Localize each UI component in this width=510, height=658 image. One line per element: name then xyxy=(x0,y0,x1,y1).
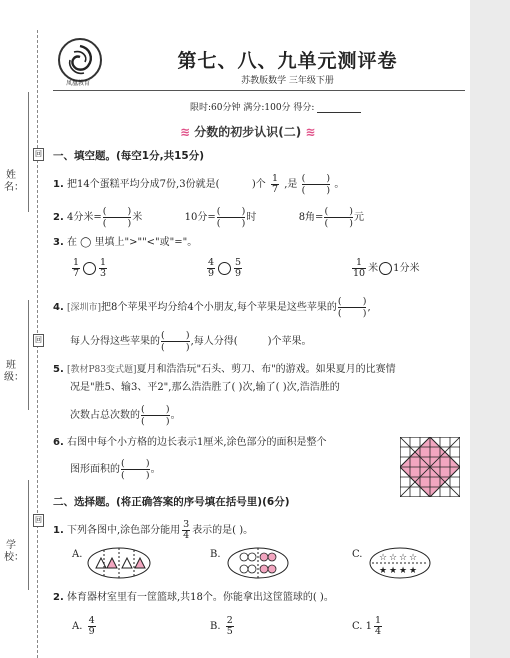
school-label: 学校： xyxy=(4,540,24,563)
question-2: 2. 4分米= ( ) ( ) 米 10分= ( ) ( ) 时 8角= ( ) ( ) 元 xyxy=(53,206,364,229)
star-icon: ★ xyxy=(378,566,388,576)
logo-text: 凤凰教育 xyxy=(65,80,90,87)
question-5-line2: 况是"胜5、输3、平2",那么浩浩胜了( )次,输了( )次,浩浩胜的 xyxy=(70,382,340,393)
phoenix-logo-icon xyxy=(58,38,102,82)
compare-circle[interactable] xyxy=(379,262,392,275)
header-divider xyxy=(53,90,465,91)
exam-info-text: 限时:60分钟 满分:100分 得分: xyxy=(190,103,315,113)
section-title-text: 分数的初步认识(二) xyxy=(194,125,302,139)
fraction-blank[interactable]: ( ) ( ) xyxy=(121,458,150,481)
star-icon: ☆ xyxy=(398,553,408,563)
binding-mark: 回 xyxy=(33,334,44,347)
question-5: 5. [教材P83变式题]夏月和浩浩玩"石头、剪刀、布"的游戏。如果夏月的比赛情 xyxy=(53,364,396,375)
option-b-label[interactable]: B. xyxy=(210,549,221,560)
name-blank-line xyxy=(28,92,29,212)
smiley-icon xyxy=(260,565,268,573)
school-blank-line xyxy=(28,480,29,590)
shaded-grid-figure xyxy=(400,437,460,497)
section-title xyxy=(180,123,315,140)
star-icon: ★ xyxy=(388,566,398,576)
option-a-label[interactable]: A. xyxy=(72,549,83,560)
fraction-blank[interactable]: ( ) ( ) xyxy=(301,173,331,196)
fraction: $\frac{1}{7}$ xyxy=(271,173,278,195)
option-a-figure xyxy=(86,546,152,580)
star-icon: ★ xyxy=(408,566,418,576)
question-4-line2: 每人分得这些苹果的 ( ) ( ) ,每人分得( )个苹果。 xyxy=(70,330,312,353)
binding-mark: 回 xyxy=(33,148,44,161)
page-subtitle: 苏教版数学 三年级下册 xyxy=(241,76,334,86)
question-4: 4. [深圳市]把8个苹果平均分给4个小朋友,每个苹果是这些苹果的 ( ) ( ) , xyxy=(53,296,371,319)
score-blank[interactable] xyxy=(317,103,361,113)
class-blank-line xyxy=(28,300,29,410)
fraction-blank[interactable]: ( ) ( ) xyxy=(161,330,190,353)
star-icon: ☆ xyxy=(388,553,398,563)
option-2c[interactable]: C. 1 $\frac{1}{4}$ xyxy=(352,615,382,637)
question-6-line2: 图形面积的 ( ) ( ) 。 xyxy=(70,458,161,481)
class-label: 班级： xyxy=(4,360,24,383)
star-icon: ★ xyxy=(398,566,408,576)
wave-icon: ≋ xyxy=(180,125,191,139)
binding-margin xyxy=(0,0,42,658)
compare-1: $\frac{1}{7}$ $\frac{1}{3}$ xyxy=(73,257,107,279)
fraction-blank[interactable]: ( ) ( ) xyxy=(324,206,353,229)
choice-question-2: 2. 体育器材室里有一筐篮球,共18个。你能拿出这筐篮球的( )。 xyxy=(53,592,334,603)
compare-3: $\frac{1}{10}$ 米 1分米 xyxy=(353,257,420,279)
fraction-blank[interactable]: ( ) ( ) xyxy=(337,296,367,319)
smiley-icon xyxy=(260,553,268,561)
question-5-line3: 次数占总次数的 ( ) ( ) 。 xyxy=(70,404,181,427)
fraction-blank[interactable]: ( ) ( ) xyxy=(102,206,132,229)
choice-question-1: 1. 下列各图中,涂色部分能用 $\frac{3}{4}$ 表示的是( )。 xyxy=(53,519,254,541)
star-icon: ☆ xyxy=(378,553,388,563)
page-title: 第七、八、九单元测评卷 xyxy=(177,50,398,72)
star-icon: ☆ xyxy=(408,553,418,563)
option-c-figure xyxy=(368,546,432,580)
compare-circle[interactable] xyxy=(83,262,96,275)
wave-icon: ≋ xyxy=(305,125,316,139)
question-3: 3. 在 ◯ 里填上">""<"或"="。 xyxy=(53,237,198,248)
fraction-blank[interactable]: ( ) ( ) xyxy=(216,206,246,229)
exam-info xyxy=(190,100,361,113)
option-2a[interactable]: A. $\frac{4}{9}$ xyxy=(72,615,95,637)
part2-title: 二、选择题。(将正确答案的序号填在括号里)(6分) xyxy=(53,496,290,508)
question-1: 1. 把14个蛋糕平均分成7份,3份就是( )个 $\frac{1}{7}$ ,是 ( ) ( ) 。 xyxy=(53,173,345,196)
page-gutter xyxy=(470,0,510,658)
compare-2: $\frac{4}{9}$ $\frac{5}{9}$ xyxy=(208,257,242,279)
fraction-blank[interactable]: ( ) ( ) xyxy=(141,404,170,427)
name-label: 姓名： xyxy=(4,170,24,193)
compare-circle[interactable] xyxy=(218,262,231,275)
option-b-figure xyxy=(226,546,290,580)
binding-mark: 回 xyxy=(33,514,44,527)
option-2b[interactable]: B. $\frac{2}{5}$ xyxy=(210,615,233,637)
option-c-label[interactable]: C. xyxy=(352,549,363,560)
part1-title: 一、填空题。(每空1分,共15分) xyxy=(53,150,205,162)
smiley-icon xyxy=(268,553,276,561)
smiley-icon xyxy=(268,565,276,573)
question-6: 6. 右图中每个小方格的边长表示1厘米,涂色部分的面积是整个 xyxy=(53,437,327,448)
